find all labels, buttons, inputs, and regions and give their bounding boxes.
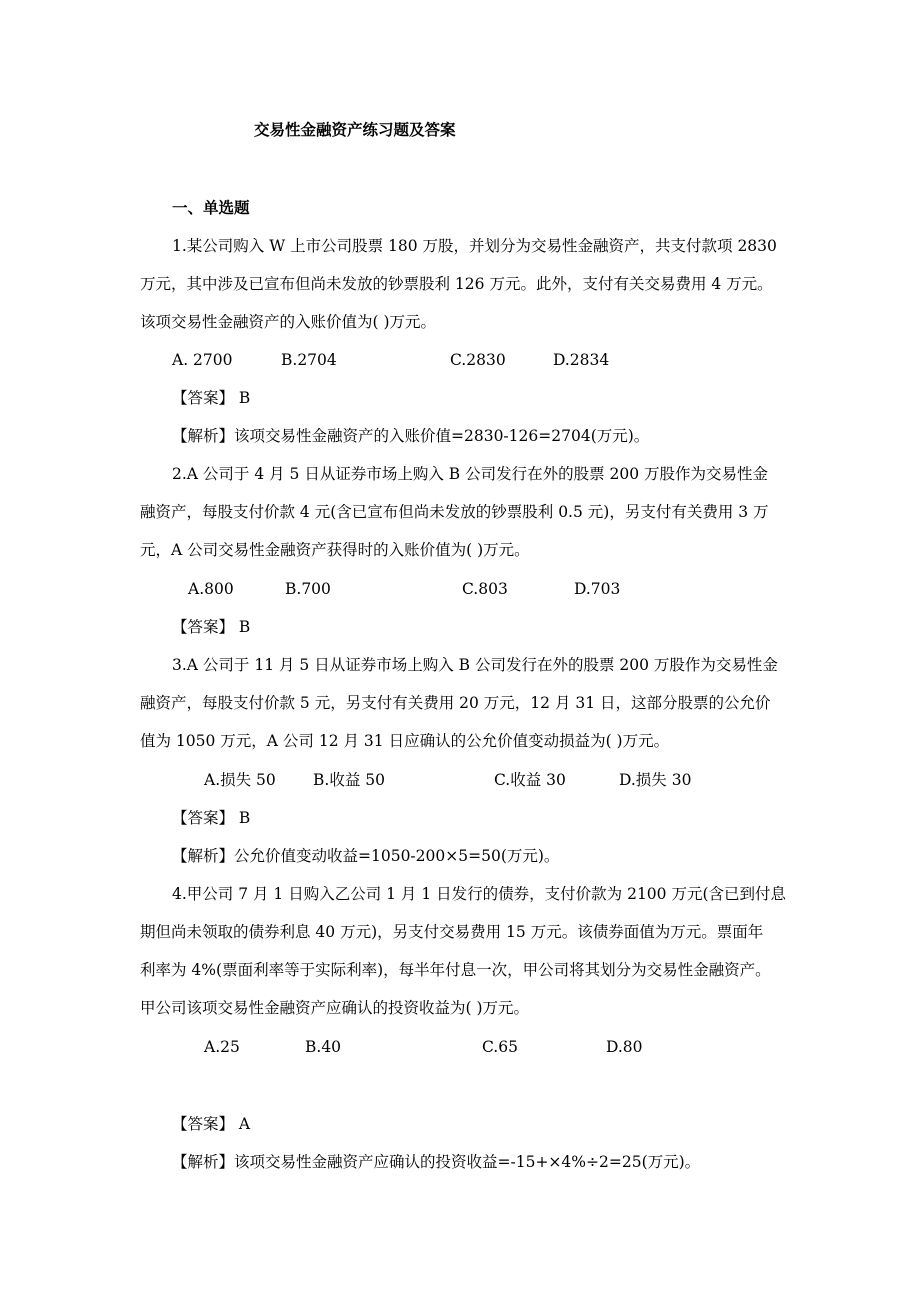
option-a: A.损失 50 xyxy=(204,771,276,789)
question-text-line: 利率为 4%(票面利率等于实际利率)，每半年付息一次，甲公司将其划分为交易性金融资产。 xyxy=(140,961,771,979)
analysis-line: 【解析】该项交易性金融资产的入账价值=2830-126=2704(万元)。 xyxy=(172,427,650,445)
option-d: D.2834 xyxy=(553,351,610,369)
section-heading: 一、单选题 xyxy=(172,198,250,217)
document-title: 交易性金融资产练习题及答案 xyxy=(254,120,456,139)
analysis-line: 【解析】该项交易性金融资产应确认的投资收益=-15+×4%÷2=25(万元)。 xyxy=(172,1153,701,1171)
answer-line: 【答案】 B xyxy=(172,389,251,407)
analysis-line: 【解析】公允价值变动收益=1050-200×5=50(万元)。 xyxy=(172,847,560,865)
answer-line: 【答案】 B xyxy=(172,809,251,827)
question-text-line: 1.某公司购入 W 上市公司股票 180 万股，并划分为交易性金融资产，共支付款项 2830 xyxy=(172,237,777,255)
option-a: A.25 xyxy=(204,1038,240,1056)
option-c: C.2830 xyxy=(450,351,506,369)
question-text-line: 期但尚未领取的债券利息 40 万元)，另支付交易费用 15 万元。该债券面值为万元。票面年 xyxy=(140,923,764,941)
option-c: C.803 xyxy=(462,580,508,598)
question-text-line: 融资产，每股支付价款 5 元，另支付有关费用 20 万元，12 月 31 日，这部分股票的公允价 xyxy=(140,694,771,712)
option-d: D.损失 30 xyxy=(619,771,692,789)
question-text-line: 3.A 公司于 11 月 5 日从证券市场上购入 B 公司发行在外的股票 200 万股作为交易性金 xyxy=(172,656,778,674)
question-text-line: 元，A 公司交易性金融资产获得时的入账价值为( )万元。 xyxy=(140,541,530,559)
option-d: D.703 xyxy=(574,580,621,598)
question-text-line: 该项交易性金融资产的入账价值为( )万元。 xyxy=(140,313,437,331)
question-text-line: 2.A 公司于 4 月 5 日从证券市场上购入 B 公司发行在外的股票 200 万股作为交易性金 xyxy=(172,465,769,483)
option-b: B.2704 xyxy=(281,351,337,369)
option-b: B.收益 50 xyxy=(313,771,385,789)
option-c: C.65 xyxy=(482,1038,518,1056)
question-text-line: 4.甲公司 7 月 1 日购入乙公司 1 月 1 日发行的债券，支付价款为 2100 万元(含已到付息 xyxy=(172,885,787,903)
option-d: D.80 xyxy=(606,1038,643,1056)
question-text-line: 万元，其中涉及已宣布但尚未发放的钞票股利 126 万元。此外，支付有关交易费用 4 万元。 xyxy=(140,275,773,293)
option-c: C.收益 30 xyxy=(494,771,566,789)
option-b: B.700 xyxy=(285,580,331,598)
answer-line: 【答案】 B xyxy=(172,618,251,636)
answer-line: 【答案】 A xyxy=(172,1115,251,1133)
option-a: A.800 xyxy=(188,580,234,598)
question-text-line: 值为 1050 万元，A 公司 12 月 31 日应确认的公允价值变动损益为( )万元。 xyxy=(140,732,670,750)
option-a: A. 2700 xyxy=(172,351,233,369)
question-text-line: 融资产，每股支付价款 4 元(含已宣布但尚未发放的钞票股利 0.5 元)，另支付有关费用 3 万 xyxy=(140,503,769,521)
option-b: B.40 xyxy=(305,1038,342,1056)
question-text-line: 甲公司该项交易性金融资产应确认的投资收益为( )万元。 xyxy=(140,999,530,1017)
